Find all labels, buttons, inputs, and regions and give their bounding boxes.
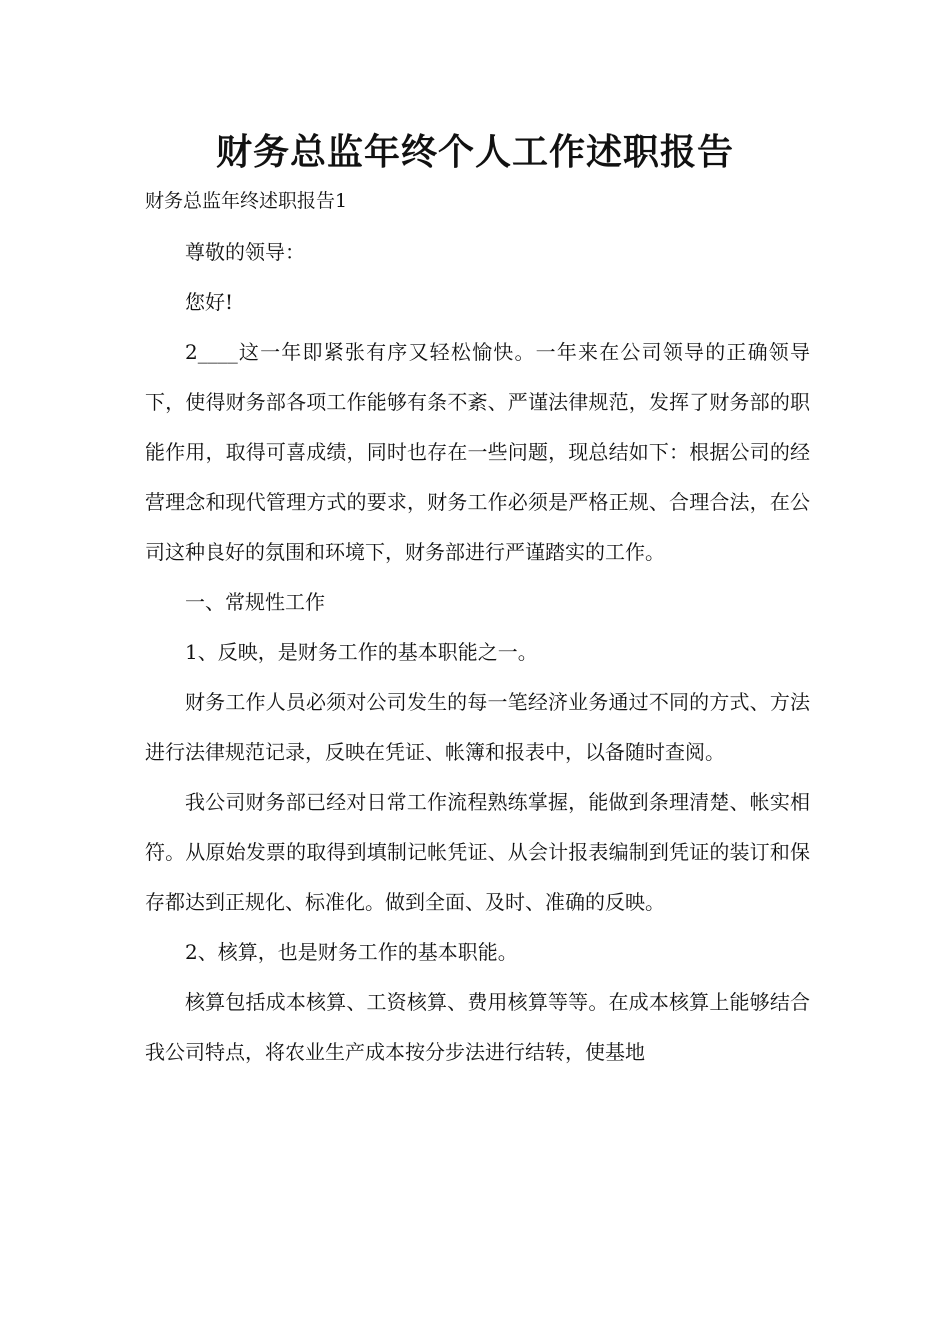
paragraph-greeting: 您好!: [185, 290, 234, 314]
item-heading-reflection: 1、反映，是财务工作的基本职能之一。: [185, 640, 538, 664]
paragraph-accounting-detail: 核算包括成本核算、工资核算、费用核算等等。在成本核算上能够结合我公司特点，将农业生产成本按分步法进行结转，使基地: [145, 990, 810, 1064]
paragraph-salutation: 尊敬的领导：: [185, 240, 305, 264]
document-body: [145, 227, 810, 1077]
paragraph-intro: 2____这一年即紧张有序又轻松愉快。一年来在公司领导的正确领导下，使得财务部各项工作能够有条不紊、严谨法律规范，发挥了财务部的职能作用，取得可喜成绩，同时也存在一些问题，现总结如下：根据公司的经营理念和现代管理方式的要求，财务工作必须是严格正规、合理合法，在公司这种良好的氛围和环境下，财务部进行严谨踏实的工作。: [145, 340, 810, 564]
document-subtitle: 财务总监年终述职报告1: [145, 190, 348, 212]
document-title: 财务总监年终个人工作述职报告: [215, 132, 734, 173]
item-heading-accounting: 2、核算，也是财务工作的基本职能。: [185, 940, 518, 964]
paragraph-workflow: 我公司财务部已经对日常工作流程熟练掌握，能做到条理清楚、帐实相符。从原始发票的取得到填制记帐凭证、从会计报表编制到凭证的装订和保存都达到正规化、标准化。做到全面、及时、准确的反映。: [145, 790, 810, 914]
paragraph-reflection-detail: 财务工作人员必须对公司发生的每一笔经济业务通过不同的方式、方法进行法律规范记录，反映在凭证、帐簿和报表中，以备随时查阅。: [145, 690, 810, 764]
section-heading-routine-work: 一、常规性工作: [185, 590, 325, 614]
